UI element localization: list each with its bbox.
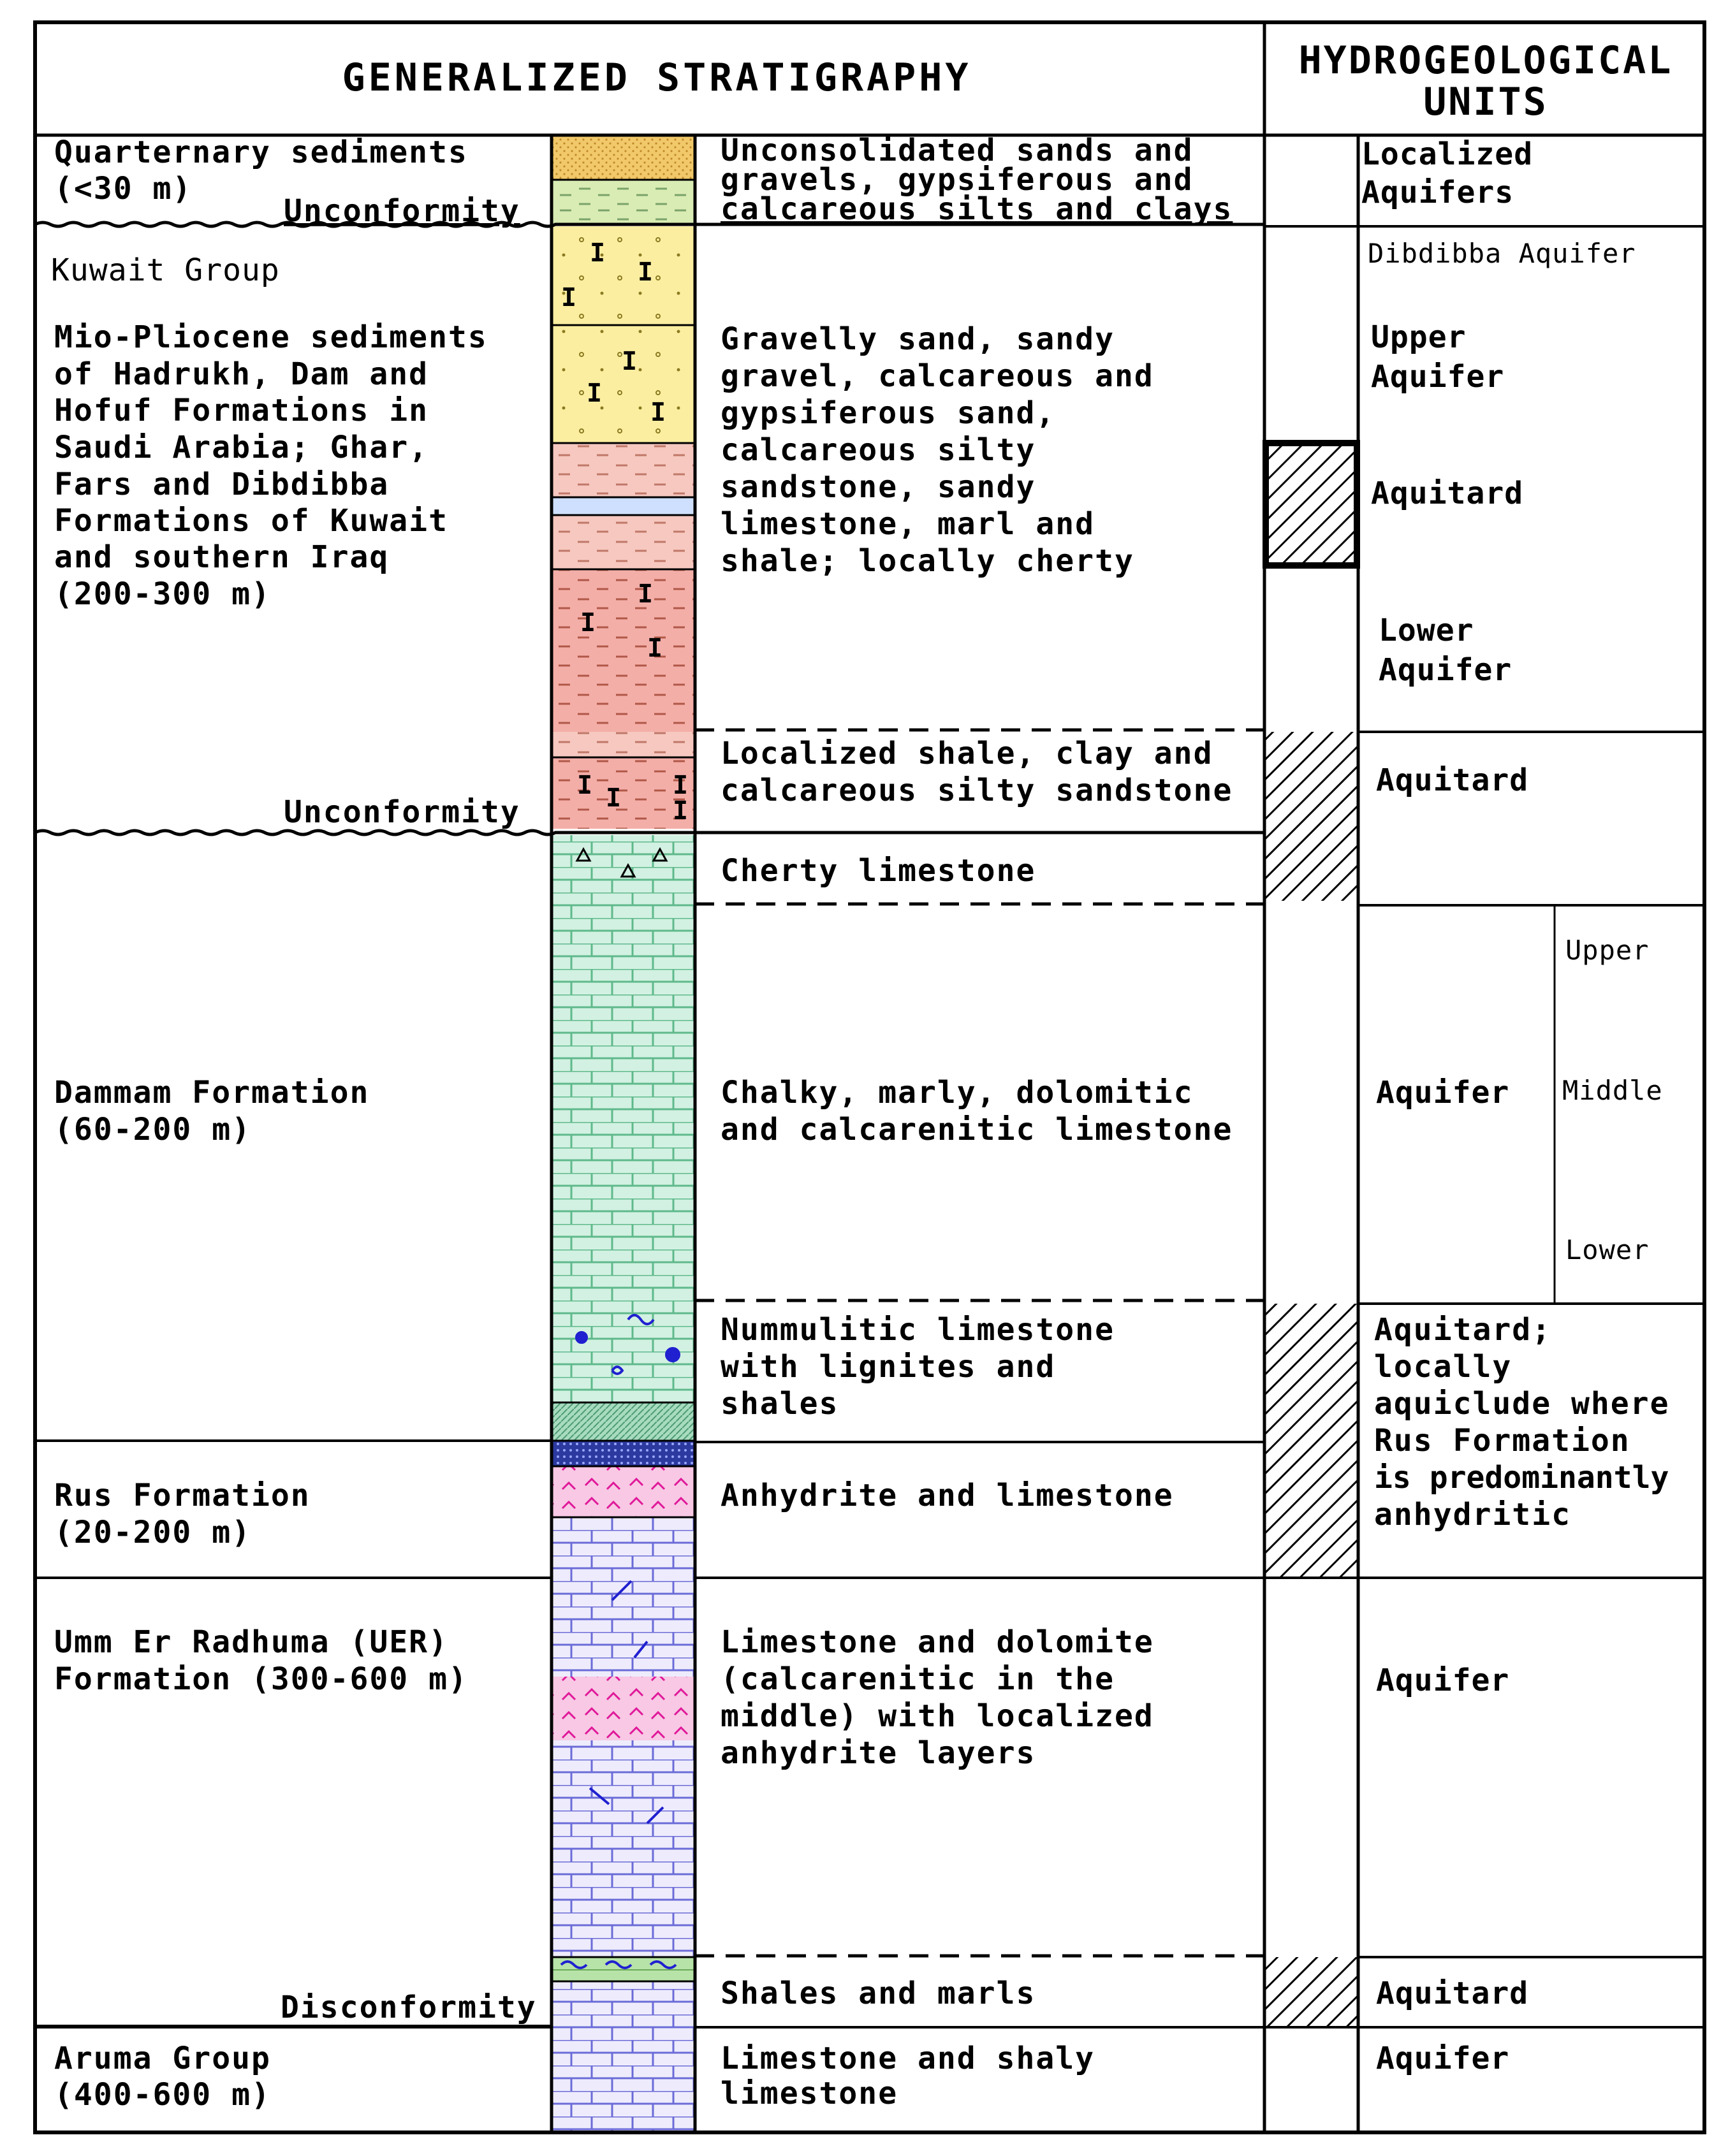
litho-quaternary-silt xyxy=(552,180,695,223)
unit-quaternary-line1: Quarternary sediments xyxy=(54,135,468,170)
litho-uer-base xyxy=(552,1957,695,1981)
hydro-dammam-aquifer: Aquifer xyxy=(1376,1075,1510,1111)
unit-kuwait-group: Kuwait Group xyxy=(51,252,280,288)
litho-desc-aruma: Limestone and shaly xyxy=(721,2041,1095,2076)
hydro-upper-aquifer: Upper xyxy=(1371,319,1467,355)
header-stratigraphy: GENERALIZED STRATIGRAPHY xyxy=(342,55,972,100)
litho-desc-uer: Limestone and dolomite xyxy=(721,1624,1154,1660)
hydro-lower-aquifer: Lower xyxy=(1379,613,1474,648)
litho-kuwait-blue-band xyxy=(552,497,695,515)
aquitard-hatches xyxy=(1264,443,1358,2027)
lithology-column xyxy=(552,135,695,2132)
hydro-uer-aquifer: Aquifer xyxy=(1376,1663,1510,1698)
unit-aruma-line1: Aruma Group xyxy=(54,2041,271,2076)
contact-disconformity: Disconformity xyxy=(281,1990,537,2025)
litho-desc-dammam: Chalky, marly, dolomitic xyxy=(721,1075,1194,1111)
svg-text:I: I xyxy=(622,347,638,376)
litho-uer-limestone-1 xyxy=(552,1517,695,1677)
unit-kuwait-line: Formations of Kuwait xyxy=(54,503,448,539)
unit-kuwait-line: Saudi Arabia; Ghar, xyxy=(54,430,429,465)
contact-unconformity-top: Unconformity xyxy=(284,193,520,229)
litho-kuwait-red xyxy=(552,569,695,732)
hydro-dammam-sub: Middle xyxy=(1562,1075,1663,1106)
hydro-dammam-sub: Lower xyxy=(1565,1234,1650,1265)
hydro-dibdibba: Dibdibba Aquifer xyxy=(1368,238,1636,269)
litho-kuwait-yellow-2 xyxy=(552,325,695,443)
litho-rus-anhydrite xyxy=(552,1466,695,1517)
hydro-localized: Localized xyxy=(1361,136,1534,172)
litho-desc-uer: anhydrite layers xyxy=(721,1735,1036,1771)
hydro-rus-aquitard: anhydritic xyxy=(1374,1497,1571,1533)
litho-desc-kuwait: gravel, calcareous and xyxy=(721,358,1154,394)
svg-text:I: I xyxy=(590,238,606,268)
hydro-localized: Aquifers xyxy=(1361,175,1514,210)
unit-dammam-line1: Dammam Formation xyxy=(54,1075,370,1111)
litho-desc-uer: (calcarenitic in the xyxy=(721,1661,1115,1697)
unit-kuwait-line: (200-300 m) xyxy=(54,576,271,612)
svg-text:I: I xyxy=(673,796,689,826)
litho-desc-quaternary: calcareous silts and clays xyxy=(721,191,1233,227)
litho-desc-kuwait-base: calcareous silty sandstone xyxy=(721,773,1233,808)
litho-kuwait-pink-1 xyxy=(552,443,695,497)
litho-desc-nummulitic: shales xyxy=(721,1386,839,1422)
litho-desc-kuwait-base: Localized shale, clay and xyxy=(721,736,1213,771)
header-hydro-line1: HYDROGEOLOGICAL xyxy=(1298,38,1673,83)
litho-desc-kuwait: shale; locally cherty xyxy=(721,543,1134,579)
litho-desc-kuwait: Gravelly sand, sandy xyxy=(721,321,1115,357)
litho-quaternary-gravel xyxy=(552,135,695,180)
svg-text:I: I xyxy=(606,783,622,813)
litho-dammam-shale xyxy=(552,1402,695,1441)
litho-aruma-limestone xyxy=(552,1981,695,2132)
hydro-aquitard-kuwait: Aquitard xyxy=(1371,476,1524,511)
hydro-upper-aquifer: Aquifer xyxy=(1371,359,1505,395)
hatch-kuwait-base-aquitard xyxy=(1264,732,1358,901)
litho-kuwait-pink-2 xyxy=(552,515,695,569)
unconformity-line-kuwait xyxy=(35,831,1264,834)
svg-text:I: I xyxy=(650,398,666,427)
litho-desc-quaternary: Unconsolidated sands and xyxy=(721,133,1194,168)
litho-kuwait-base xyxy=(552,732,695,757)
hydro-rus-aquitard: is predominantly xyxy=(1374,1460,1669,1496)
hatch-kuwait-aquitard xyxy=(1266,443,1357,565)
litho-rus-dots xyxy=(552,1441,695,1466)
litho-desc-rus: Anhydrite and limestone xyxy=(721,1478,1174,1513)
unit-quaternary-line2: (<30 m) xyxy=(54,171,193,207)
header-hydro-line2: UNITS xyxy=(1423,80,1548,124)
unit-kuwait-line: Mio-Pliocene sediments xyxy=(54,319,488,355)
unit-uer-line2: Formation (300-600 m) xyxy=(54,1661,468,1697)
litho-desc-kuwait: calcareous silty xyxy=(721,432,1036,468)
litho-uer-limestone-2 xyxy=(552,1740,695,1957)
unit-rus-line1: Rus Formation xyxy=(54,1478,311,1513)
unit-kuwait-line: and southern Iraq xyxy=(54,539,390,575)
litho-desc-kuwait: sandstone, sandy xyxy=(721,469,1036,505)
unit-uer-line1: Umm Er Radhuma (UER) xyxy=(54,1624,448,1660)
unit-kuwait-line: of Hadrukh, Dam and xyxy=(54,356,429,392)
litho-desc-nummulitic: with lignites and xyxy=(721,1349,1056,1385)
hydro-rus-aquitard: aquiclude where xyxy=(1374,1386,1670,1422)
unit-kuwait-line: Hofuf Formations in xyxy=(54,393,429,428)
litho-desc-quaternary: gravels, gypsiferous and xyxy=(721,162,1194,198)
litho-desc-nummulitic: Nummulitic limestone xyxy=(721,1312,1115,1348)
svg-text:I: I xyxy=(561,283,577,312)
svg-text:I: I xyxy=(647,634,663,663)
hydro-rus-aquitard: locally xyxy=(1374,1349,1512,1385)
hatch-shale-aquitard xyxy=(1264,1957,1358,2027)
hydro-aquitard-kuwait-base: Aquitard xyxy=(1376,762,1529,798)
litho-dammam-limestone xyxy=(552,835,695,1402)
contact-unconformity-kuwait: Unconformity xyxy=(284,794,520,830)
litho-desc-aruma: limestone xyxy=(721,2076,898,2111)
litho-desc-shales-marls: Shales and marls xyxy=(721,1976,1036,2011)
hydro-rus-aquitard: Aquitard; xyxy=(1374,1312,1552,1348)
hydro-rus-aquitard: Rus Formation xyxy=(1374,1423,1630,1459)
litho-desc-kuwait: gypsiferous sand, xyxy=(721,395,1056,431)
svg-text:I: I xyxy=(638,579,654,609)
litho-desc-cherty: Cherty limestone xyxy=(721,853,1036,889)
svg-text:I: I xyxy=(580,608,596,637)
unit-rus-line2: (20-200 m) xyxy=(54,1515,251,1550)
unit-kuwait-line: Fars and Dibdibba xyxy=(54,467,390,502)
svg-text:I: I xyxy=(577,771,593,800)
hydro-dammam-sub: Upper xyxy=(1565,935,1650,966)
litho-desc-dammam: and calcarenitic limestone xyxy=(721,1112,1233,1147)
hydro-aruma-aquifer: Aquifer xyxy=(1376,2041,1510,2076)
svg-text:I: I xyxy=(673,771,689,800)
litho-uer-anhydrite xyxy=(552,1677,695,1740)
svg-text:I: I xyxy=(587,379,603,408)
litho-desc-kuwait: limestone, marl and xyxy=(721,506,1095,542)
unit-dammam-line2: (60-200 m) xyxy=(54,1112,251,1147)
hydro-lower-aquifer: Aquifer xyxy=(1379,652,1512,688)
litho-desc-uer: middle) with localized xyxy=(721,1698,1154,1734)
hatch-rus-aquitard xyxy=(1264,1304,1358,1578)
hydro-shale-aquitard: Aquitard xyxy=(1376,1976,1529,2011)
svg-text:I: I xyxy=(638,258,654,287)
unit-aruma-line2: (400-600 m) xyxy=(54,2077,271,2113)
